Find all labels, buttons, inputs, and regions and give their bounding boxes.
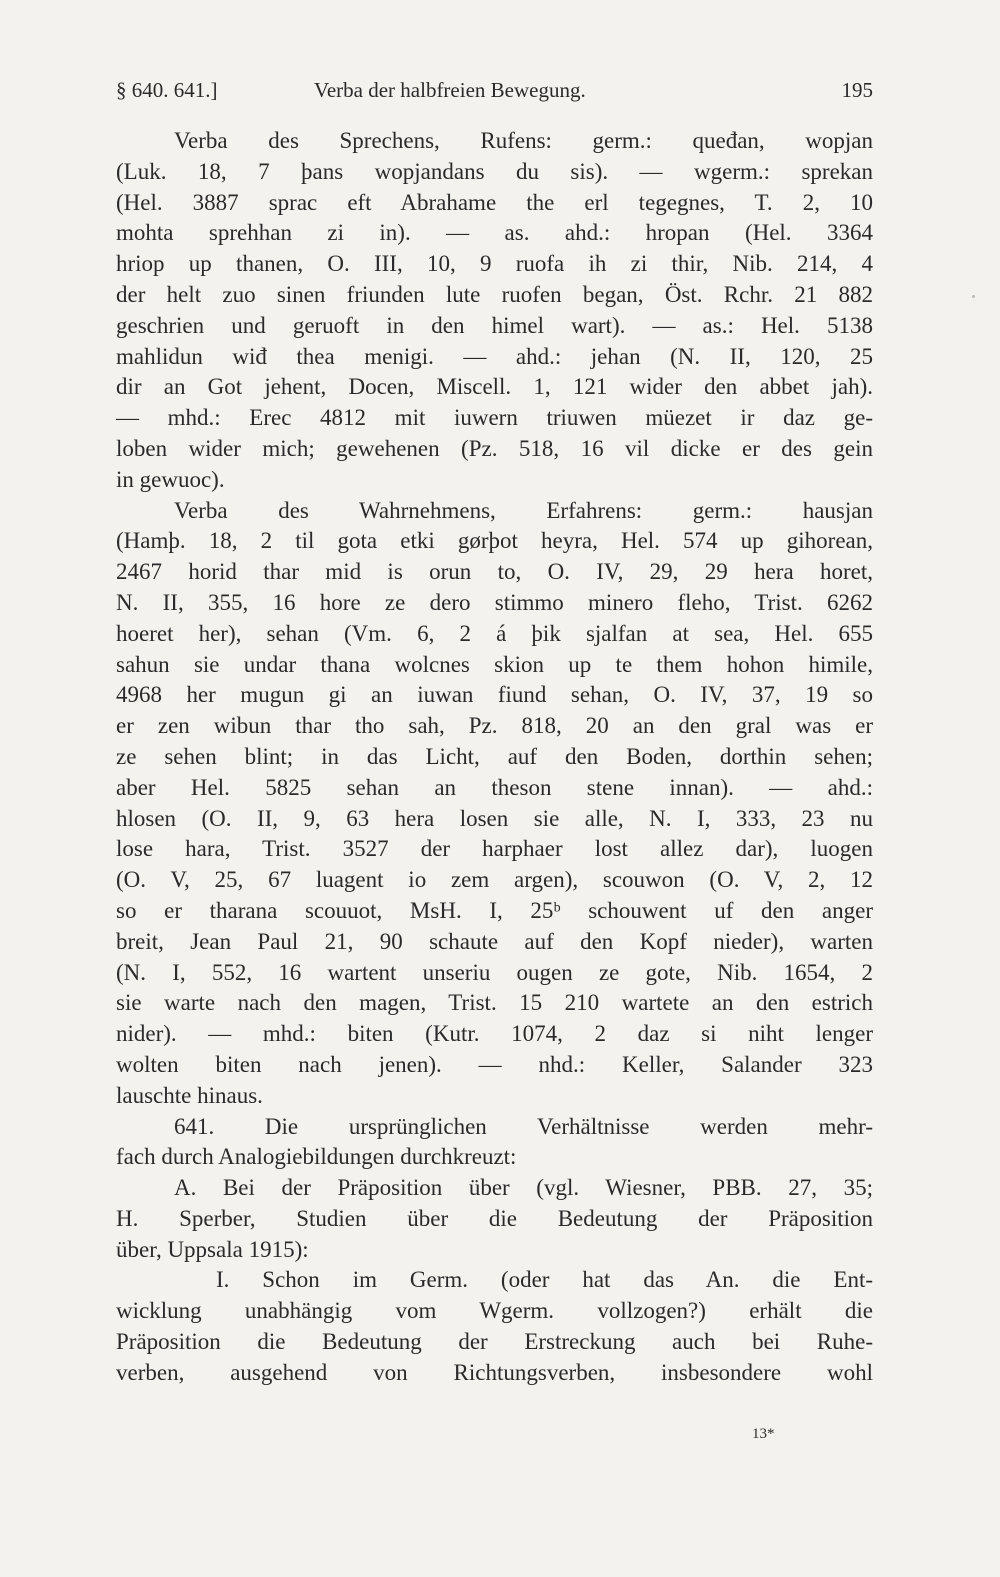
text-line: Präposition die Bedeutung der Erstreckung auch bei Ruhe- [116, 1329, 873, 1355]
text-line: 641. Die ursprünglichen Verhältnisse werden mehr- [174, 1113, 873, 1139]
text-line: über, Uppsala 1915): [116, 1236, 309, 1262]
text-line: Verba des Sprechens, Rufens: germ.: queđan, wopjan [174, 128, 873, 153]
text-line: er zen wibun thar tho sah, Pz. 818, 20 an den gral was er [116, 713, 873, 739]
text-line: (Luk. 18, 7 þans wopjandans du sis). — wgerm.: sprekan [116, 158, 873, 184]
text-line: (N. I, 552, 16 wartent unseriu ougen ze gote, Nib. 1654, 2 [116, 959, 873, 985]
text-line: loben wider mich; gewehenen (Pz. 518, 16 vil dicke er des gein [116, 435, 873, 461]
signature-mark: 13* [752, 1426, 775, 1442]
text-line: hriop up thanen, O. III, 10, 9 ruofa ih zi thir, Nib. 214, 4 [116, 251, 873, 277]
text-line: hoeret her), sehan (Vm. 6, 2 á þik sjalfan at sea, Hel. 655 [116, 620, 873, 646]
text-line: A. Bei der Präposition über (vgl. Wiesner, PBB. 27, 35; [174, 1175, 873, 1201]
text-line: I. Schon im Germ. (oder hat das An. die Ent- [216, 1267, 873, 1293]
text-line: mohta sprehhan zi in). — as. ahd.: hropan (Hel. 3364 [116, 220, 873, 246]
text-line: (O. V, 25, 67 luagent io zem argen), scouwon (O. V, 2, 12 [116, 867, 873, 893]
text-line: (Hamþ. 18, 2 til gota etki gørþot heyra, Hel. 574 up gihorean, [116, 528, 873, 554]
running-header [116, 78, 873, 110]
text-line: Verba des Wahrnehmens, Erfahrens: germ.: hausjan [174, 497, 873, 523]
text-line: aber Hel. 5825 sehan an theson stene innan). — ahd.: [116, 774, 873, 800]
text-line: wolten biten nach jenen). — nhd.: Keller, Salander 323 [116, 1051, 873, 1077]
text-line: wicklung unabhängig vom Wgerm. vollzogen?) erhält die [116, 1298, 873, 1324]
text-line: nider). — mhd.: biten (Kutr. 1074, 2 daz si niht lenger [116, 1021, 873, 1047]
text-line: verben, ausgehend von Richtungsverben, insbesondere wohl [116, 1359, 873, 1385]
text-line: so er tharana scouuot, MsH. I, 25ᵇ schouwent uf den anger [116, 897, 873, 923]
text-line: — mhd.: Erec 4812 mit iuwern triuwen müezet ir daz ge- [116, 405, 873, 431]
text-line: in gewuoc). [116, 466, 225, 492]
text-line: 4968 her mugun gi an iuwan fiund sehan, O. IV, 37, 19 so [116, 682, 873, 708]
text-line: breit, Jean Paul 21, 90 schaute auf den Kopf nieder), warten [116, 928, 873, 954]
body-text [116, 126, 873, 1389]
running-title: Verba der halbfreien Bewegung. [314, 78, 586, 102]
paper-speck [972, 295, 975, 298]
text-line: hlosen (O. II, 9, 63 hera losen sie alle, N. I, 333, 23 nu [116, 805, 873, 831]
section-reference: § 640. 641.] [116, 78, 218, 102]
text-line: mahlidun wiđ thea menigi. — ahd.: jehan (N. II, 120, 25 [116, 343, 873, 369]
page-number: 195 [841, 78, 873, 102]
text-line: geschrien und geruoft in den himel wart). — as.: Hel. 5138 [116, 312, 873, 338]
text-line: H. Sperber, Studien über die Bedeutung der Präposition [116, 1205, 873, 1231]
text-line: (Hel. 3887 sprac eft Abrahame the erl tegegnes, T. 2, 10 [116, 189, 873, 215]
text-line: sie warte nach den magen, Trist. 15 210 wartete an den estrich [116, 990, 873, 1016]
text-line: 2467 horid thar mid is orun to, O. IV, 29, 29 hera horet, [116, 559, 873, 585]
text-line: lauschte hinaus. [116, 1082, 263, 1108]
text-line: der helt zuo sinen friunden lute ruofen began, Öst. Rchr. 21 882 [116, 281, 873, 307]
text-line: sahun sie undar thana wolcnes skion up te them hohon himile, [116, 651, 873, 677]
text-line: N. II, 355, 16 hore ze dero stimmo minero fleho, Trist. 6262 [116, 589, 873, 615]
text-line: lose hara, Trist. 3527 der harphaer lost allez dar), luogen [116, 836, 873, 862]
text-line: ze sehen blint; in das Licht, auf den Boden, dorthin sehen; [116, 743, 873, 769]
text-line: fach durch Analogiebildungen durchkreuzt: [116, 1144, 517, 1170]
text-line: dir an Got jehent, Docen, Miscell. 1, 121 wider den abbet jah). [116, 374, 873, 400]
